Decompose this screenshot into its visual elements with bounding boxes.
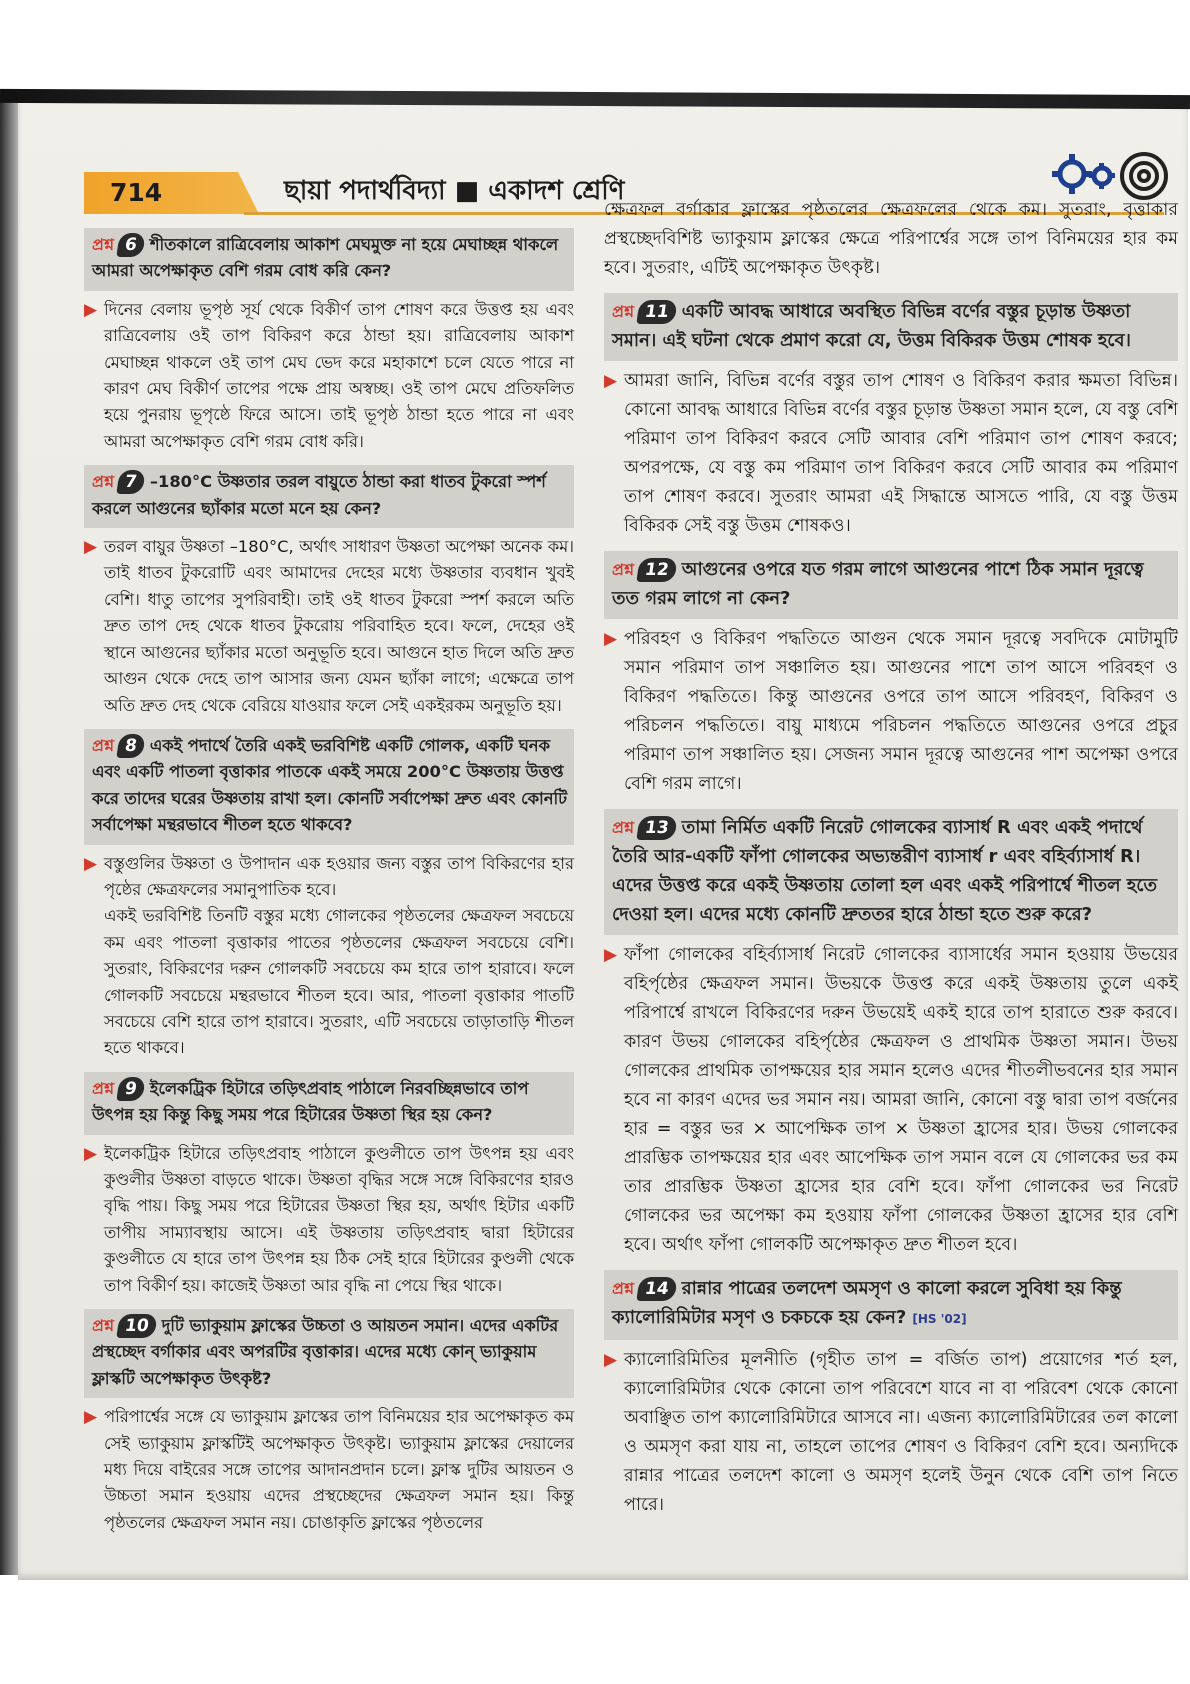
question-text-line [612, 555, 1172, 613]
answer [84, 297, 574, 455]
answer-arrow-icon: ▶ [84, 853, 98, 874]
answer [604, 625, 1178, 799]
answer-paragraph: বস্তুগুলির উষ্ণতা ও উপাদান এক হওয়ার জন্য বস্তুর তাপ বিকিরণের হার পৃষ্ঠের ক্ষেত্রফলের সমানুপাতিক হবে। [104, 853, 574, 899]
question-box [604, 1270, 1178, 1340]
question-text-line [612, 297, 1172, 355]
answer-paragraph: আমরা জানি, বিভিন্ন বর্ণের বস্তুর তাপ শোষণ ও বিকিরণ করার ক্ষমতা বিভিন্ন। কোনো আবদ্ধ আধারে বিভিন্ন বর্ণের বস্তুর চূড়ান্ত উষ্ণতা সমান হলে, যে বস্তু বেশি পরিমাণ তাপ বিকিরণ করবে সেটি আবার বেশি পরিমাণ তাপ শোষণ করবে; অপরপক্ষে, যে বস্তু কম পরিমাণ তাপ বিকিরণ করবে সেটি আবার কম পরিমাণ তাপ শোষণ করবে। সুতরাং আমরা এই সিদ্ধান্তে আসতে পারি, যে বস্তু উত্তম বিকিরক সেই বস্তু উত্তম শোষকও। [624, 371, 1178, 536]
question-tag: প্রশ্ন [92, 235, 115, 254]
answer-body [624, 1346, 1178, 1520]
question-box [604, 551, 1178, 619]
answer-body [104, 1141, 574, 1299]
answer-arrow-icon: ▶ [604, 371, 618, 391]
question-tag: প্রশ্ন [92, 1078, 115, 1098]
page-number: 714 [110, 178, 163, 207]
qa-block [84, 1309, 574, 1536]
question-box [84, 228, 574, 291]
question-text-line [612, 813, 1172, 929]
answer-body [624, 625, 1178, 799]
answer-paragraph: দিনের বেলায় ভূপৃষ্ঠ সূর্য থেকে বিকীর্ণ তাপ শোষণ করে উত্তপ্ত হয় এবং রাত্রিবেলায় ওই তাপ বিকিরণ করে ঠান্ডা হয়। রাত্রিবেলায় আকাশ মেঘাচ্ছন্ন থাকলে ওই তাপ মেঘ ভেদ করে মহাকাশে চলে যেতে পারে না কারণ মেঘ বিকীর্ণ তাপের পক্ষে প্রায় অস্বচ্ছ। ওই তাপ মেঘে প্রতিফলিত হয়ে পুনরায় ভূপৃষ্ঠে ফিরে আসে। তাই ভূপৃষ্ঠ ঠান্ডা হতে পারে না এবং আমরা অপেক্ষাকৃত বেশি গরম বোধ করি। [104, 299, 574, 451]
answer-arrow-icon: ▶ [84, 1143, 98, 1164]
question-box [84, 465, 574, 528]
question-tag: প্রশ্ন [612, 302, 635, 321]
question-text: দুটি ভ্যাকুয়াম ফ্লাস্কের উচ্চতা ও আয়তন সমান। এদের একটির প্রস্থচ্ছেদ বর্গাকার এবং অপরটির বৃত্তাকার। এদের মধ্যে কোন্ ভ্যাকুয়াম ফ্লাস্কটি অপেক্ষাকৃত উৎকৃষ্ট? [92, 1316, 559, 1388]
question-box [84, 729, 574, 845]
question-number: 6 [116, 233, 145, 257]
question-number: 9 [116, 1077, 145, 1101]
question-text-line [92, 1313, 568, 1392]
qa-block [604, 809, 1178, 1260]
qa-block [604, 293, 1178, 541]
answer [604, 1346, 1178, 1520]
question-text: তামা নির্মিত একটি নিরেট গোলকের ব্যাসার্ধ R এবং একই পদার্থে তৈরি আর-একটি ফাঁপা গোলকের অভ্যন্তরীণ ব্যাসার্ধ r এবং বহির্ব্যাসার্ধ R। এদের উত্তপ্ত করে একই উষ্ণতায় তোলা হল এবং একই পরিপার্শ্বে শীতল হতে দেওয়া হল। এদের মধ্যে কোনটি দ্রুততর হারে ঠান্ডা হতে শুরু করে? [612, 817, 1158, 925]
question-box [84, 1072, 574, 1135]
answer-body [104, 851, 574, 1062]
answer-arrow-icon: ▶ [604, 1350, 618, 1370]
answer-body [624, 367, 1178, 541]
answer-paragraph: ইলেকট্রিক হিটারে তড়িৎপ্রবাহ পাঠালে কুণ্ডলীতে তাপ উৎপন্ন হয় এবং কুণ্ডলীর উষ্ণতা বাড়তে থাকে। উষ্ণতা বৃদ্ধির সঙ্গে সঙ্গে বিকিরণের হারও বৃদ্ধি পায়। কিছু সময় পরে হিটারের উষ্ণতা স্থির হয়, অর্থাৎ হিটার একটি তাপীয় সাম্যাবস্থায় আসে। এই উষ্ণতায় তড়িৎপ্রবাহ দ্বারা হিটারের কুণ্ডলীতে যে হারে তাপ উৎপন্ন হয় ঠিক সেই হারে হিটারের কুণ্ডলী থেকে তাপ বিকীর্ণ হয়। কাজেই উষ্ণতা আর বৃদ্ধি না পেয়ে স্থির থাকে। [104, 1143, 574, 1295]
answer-paragraph: ফাঁপা গোলকের বহির্ব্যাসার্ধ নিরেট গোলকের ব্যাসার্ধের সমান হওয়ায় উভয়ের বহির্পৃষ্ঠের ক্ষেত্রফল সমান। উভয়কে উত্তপ্ত করে একই উষ্ণতায় তুলে একই পরিপার্শ্বে রাখলে বিকিরণের দরুন উভয়েই একই হারে তাপ হারাতে শুরু করবে। কারণ উভয় গোলকের বহির্পৃষ্ঠের ক্ষেত্রফল ও প্রাথমিক উষ্ণতা সমান। উভয় গোলকের প্রাথমিক তাপক্ষয়ের হার সমান হলেও এদের শীতলীভবনের হার সমান হবে না কারণ এদের ভর সমান নয়। আমরা জানি, কোনো বস্তু দ্বারা তাপ বর্জনের হার = বস্তুর ভর × আপেক্ষিক তাপ × উষ্ণতা হ্রাসের হার। উভয় গোলকের প্রারম্ভিক তাপক্ষয়ের হার এবং আপেক্ষিক তাপ সমান বলে যে গোলকের ভর কম তার প্রারম্ভিক উষ্ণতা হ্রাসের হার বেশি হবে। ফাঁপা গোলকের ভর নিরেট গোলকের ভর অপেক্ষা কম হওয়ায় ফাঁপা গোলকের উষ্ণতা হ্রাসের হার বেশি হবে। অর্থাৎ ফাঁপা গোলকটি অপেক্ষাকৃত দ্রুত শীতল হবে। [624, 945, 1178, 1255]
answer-arrow-icon: ▶ [604, 945, 618, 965]
question-number: 11 [636, 300, 677, 324]
question-text-line [92, 232, 568, 285]
question-box [604, 293, 1178, 361]
answer-arrow-icon: ▶ [84, 537, 98, 558]
question-text-line [92, 1076, 568, 1129]
question-box [84, 1309, 574, 1398]
answer-paragraph: তরল বায়ুর উষ্ণতা –180°C, অর্থাৎ সাধারণ উষ্ণতা অপেক্ষা অনেক কম। তাই ধাতব টুকরোটি এবং আমাদের দেহের মধ্যে উষ্ণতার ব্যবধান খুবই বেশি। ধাতু তাপের সুপরিবাহী। তাই ওই ধাতব টুকরো স্পর্শ করলে অতি দ্রুত তাপ দেহ থেকে ধাতব টুকরোয় পরিবাহিত হবে। ফলে, দেহের ওই স্থানে আগুনের ছ্যাঁকার মতো অনুভূতি হবে। আগুনে হাত দিলে অতি দ্রুত আগুন থেকে দেহে তাপ আসার জন্য যেমন ছ্যাঁকা লাগে; এক্ষেত্রে তাপ অতি দ্রুত দেহ থেকে বেরিয়ে যাওয়ার ফলে সেই একইরকম অনুভূতি হয়। [104, 537, 574, 715]
question-tag: প্রশ্ন [92, 1316, 115, 1336]
answer-paragraph: ক্যালোরিমিতির মূলনীতি (গৃহীত তাপ = বর্জিত তাপ) প্রয়োগের শর্ত হল, ক্যালোরিমিটার থেকে কোনো তাপ পরিবেশে যাবে না বা পরিবেশ থেকে কোনো অবাঞ্ছিত তাপ ক্যালোরিমিটারে আসবে না। এজন্য ক্যালোরিমিটারের তল কালো ও অমসৃণ করা যায় না, তাহলে তাপের শোষণ ও বিকিরণ বেশি হবে। অন্যদিকে রান্নার পাত্রের তলদেশ কালো ও অমসৃণ হলেই উনুন থেকে বেশি তাপ নিতে পারে। [624, 1350, 1178, 1515]
exam-reference: [HS '02] [912, 1312, 967, 1326]
book-title: ছায়া পদার্থবিদ্যা ■ একাদশ শ্রেণি [284, 176, 625, 206]
question-text: একই পদার্থে তৈরি একই ভরবিশিষ্ট একটি গোলক, একটি ঘনক এবং একটি পাতলা বৃত্তাকার পাতকে একই সময়ে 200°C উষ্ণতায় উত্তপ্ত করে তাদের ঘরের উষ্ণতায় রাখা হল। কোনটি সর্বাপেক্ষা দ্রুত এবং কোনটি সর্বাপেক্ষা মন্থরভাবে শীতল হতে থাকবে? [92, 735, 567, 835]
question-tag: প্রশ্ন [92, 735, 115, 755]
question-text: আগুনের ওপরে যত গরম লাগে আগুনের পাশে ঠিক সমান দূরত্বে তত গরম লাগে না কেন? [612, 559, 1144, 609]
question-text-line [92, 469, 568, 522]
question-tag: প্রশ্ন [612, 560, 635, 579]
answer [604, 941, 1178, 1260]
answer [84, 1141, 574, 1299]
question-tag: প্রশ্ন [612, 818, 635, 837]
answer-paragraph: পরিপার্শ্বের সঙ্গে যে ভ্যাকুয়াম ফ্লাস্কের তাপ বিনিময়ের হার অপেক্ষাকৃত কম সেই ভ্যাকুয়াম ফ্লাস্কটিই অপেক্ষাকৃত উৎকৃষ্ট। ভ্যাকুয়াম ফ্লাস্কের দেয়ালের মধ্য দিয়ে বাইরের সঙ্গে তাপের আদানপ্রদান চলে। ফ্লাস্ক দুটির আয়তন ও উচ্চতা সমান হওয়ায় এদের প্রস্থচ্ছেদের ক্ষেত্রফল সমান হয়। কিন্তু পৃষ্ঠতলের ক্ষেত্রফল সমান নয়। চোঙাকৃতি ফ্লাস্কের পৃষ্ঠতলের [104, 1407, 574, 1532]
question-box [604, 809, 1178, 935]
qa-block [84, 1072, 574, 1299]
question-number: 13 [636, 816, 677, 840]
answer [84, 1404, 574, 1536]
question-text: রান্নার পাত্রের তলদেশ অমসৃণ ও কালো করলে সুবিধা হয় কিন্তু ক্যালোরিমিটার মসৃণ ও চকচকে হয় কেন? [612, 1278, 1122, 1328]
qa-block [84, 228, 574, 455]
qa-block [84, 465, 574, 719]
answer-paragraph: পরিবহণ ও বিকিরণ পদ্ধতিতে আগুন থেকে সমান দূরত্বে সবদিকে মোটামুটি সমান পরিমাণ তাপ সঞ্চালিত হয়। আগুনের পাশে তাপ আসে পরিবহণ ও বিকিরণ পদ্ধতিতে। কিন্তু আগুনের ওপরে তাপ আসে পরিবহণ, বিকিরণ ও পরিচলন পদ্ধতিতে। বায়ু মাধ্যমে পরিচলন পদ্ধতিতে আগুনের ওপরে প্রচুর পরিমাণ তাপ সঞ্চালিত হয়। সেজন্য সমান দূরত্বে আগুনের পাশ অপেক্ষা ওপরে বেশি গরম লাগে। [624, 629, 1178, 794]
question-text: ইলেকট্রিক হিটারে তড়িৎপ্রবাহ পাঠালে নিরবচ্ছিন্নভাবে তাপ উৎপন্ন হয় কিন্তু কিছু সময় পরে হিটারের উষ্ণতা স্থির হয় কেন? [92, 1078, 529, 1125]
answer-body [104, 1404, 574, 1536]
left-column [84, 218, 574, 1536]
answer-arrow-icon: ▶ [84, 1407, 98, 1428]
question-number: 7 [116, 470, 145, 494]
answer-body [104, 297, 574, 455]
qa-block [604, 551, 1178, 799]
right-column [604, 196, 1178, 1520]
answer-paragraph: একই ভরবিশিষ্ট তিনটি বস্তুর মধ্যে গোলকের পৃষ্ঠতলের ক্ষেত্রফল সবচেয়ে কম এবং পাতলা বৃত্তাকার পাতের পৃষ্ঠতলের ক্ষেত্রফল সবচেয়ে বেশি। সুতরাং, বিকিরণের দরুন গোলকটি সবচেয়ে কম হারে তাপ হারাবে। ফলে গোলকটি সবচেয়ে মন্থরভাবে শীতল হবে। আর, পাতলা বৃত্তাকার পাতটি সবচেয়ে বেশি হারে তাপ হারাবে। সুতরাং, এটি সবচেয়ে তাড়াতাড়ি শীতল হতে থাকবে। [104, 906, 574, 1058]
qa-block [84, 729, 574, 1062]
continued-answer: ক্ষেত্রফল বর্গাকার ফ্লাস্কের পৃষ্ঠতলের ক্ষেত্রফলের থেকে কম। সুতরাং, বৃত্তাকার প্রস্থচ্ছেদবিশিষ্ট ভ্যাকুয়াম ফ্লাস্কের ক্ষেত্রে পরিপার্শ্বের সঙ্গে তাপ বিনিময়ের হার কম হবে। সুতরাং, এটিই অপেক্ষাকৃত উৎকৃষ্ট। [604, 200, 1178, 278]
question-number: 8 [116, 734, 145, 758]
answer-arrow-icon: ▶ [84, 299, 98, 320]
question-tag: প্রশ্ন [612, 1279, 635, 1298]
answer [84, 851, 574, 1062]
question-text-line [92, 733, 568, 839]
question-text: একটি আবদ্ধ আধারে অবস্থিত বিভিন্ন বর্ণের বস্তুর চূড়ান্ত উষ্ণতা সমান। এই ঘটনা থেকে প্রমাণ করো যে, উত্তম বিকিরক উত্তম শোষক হবে। [612, 301, 1131, 351]
question-number: 12 [636, 558, 677, 582]
question-text: –180°C উষ্ণতার তরল বায়ুতে ঠান্ডা করা ধাতব টুকরো স্পর্শ করলে আগুনের ছ্যাঁকার মতো মনে হয় কেন? [92, 472, 546, 518]
answer-body [104, 534, 574, 719]
answer-arrow-icon: ▶ [604, 629, 618, 649]
question-text: শীতকালে রাত্রিবেলায় আকাশ মেঘমুক্ত না হয়ে মেঘাচ্ছন্ন থাকলে আমরা অপেক্ষাকৃত বেশি গরম বোধ করি কেন? [92, 235, 559, 281]
answer [604, 367, 1178, 541]
question-number: 10 [116, 1314, 157, 1338]
question-text-line [612, 1274, 1172, 1334]
question-number: 14 [636, 1277, 677, 1301]
answer [84, 534, 574, 719]
answer-body [624, 941, 1178, 1260]
question-tag: প্রশ্ন [92, 472, 115, 492]
qa-block [604, 1270, 1178, 1520]
